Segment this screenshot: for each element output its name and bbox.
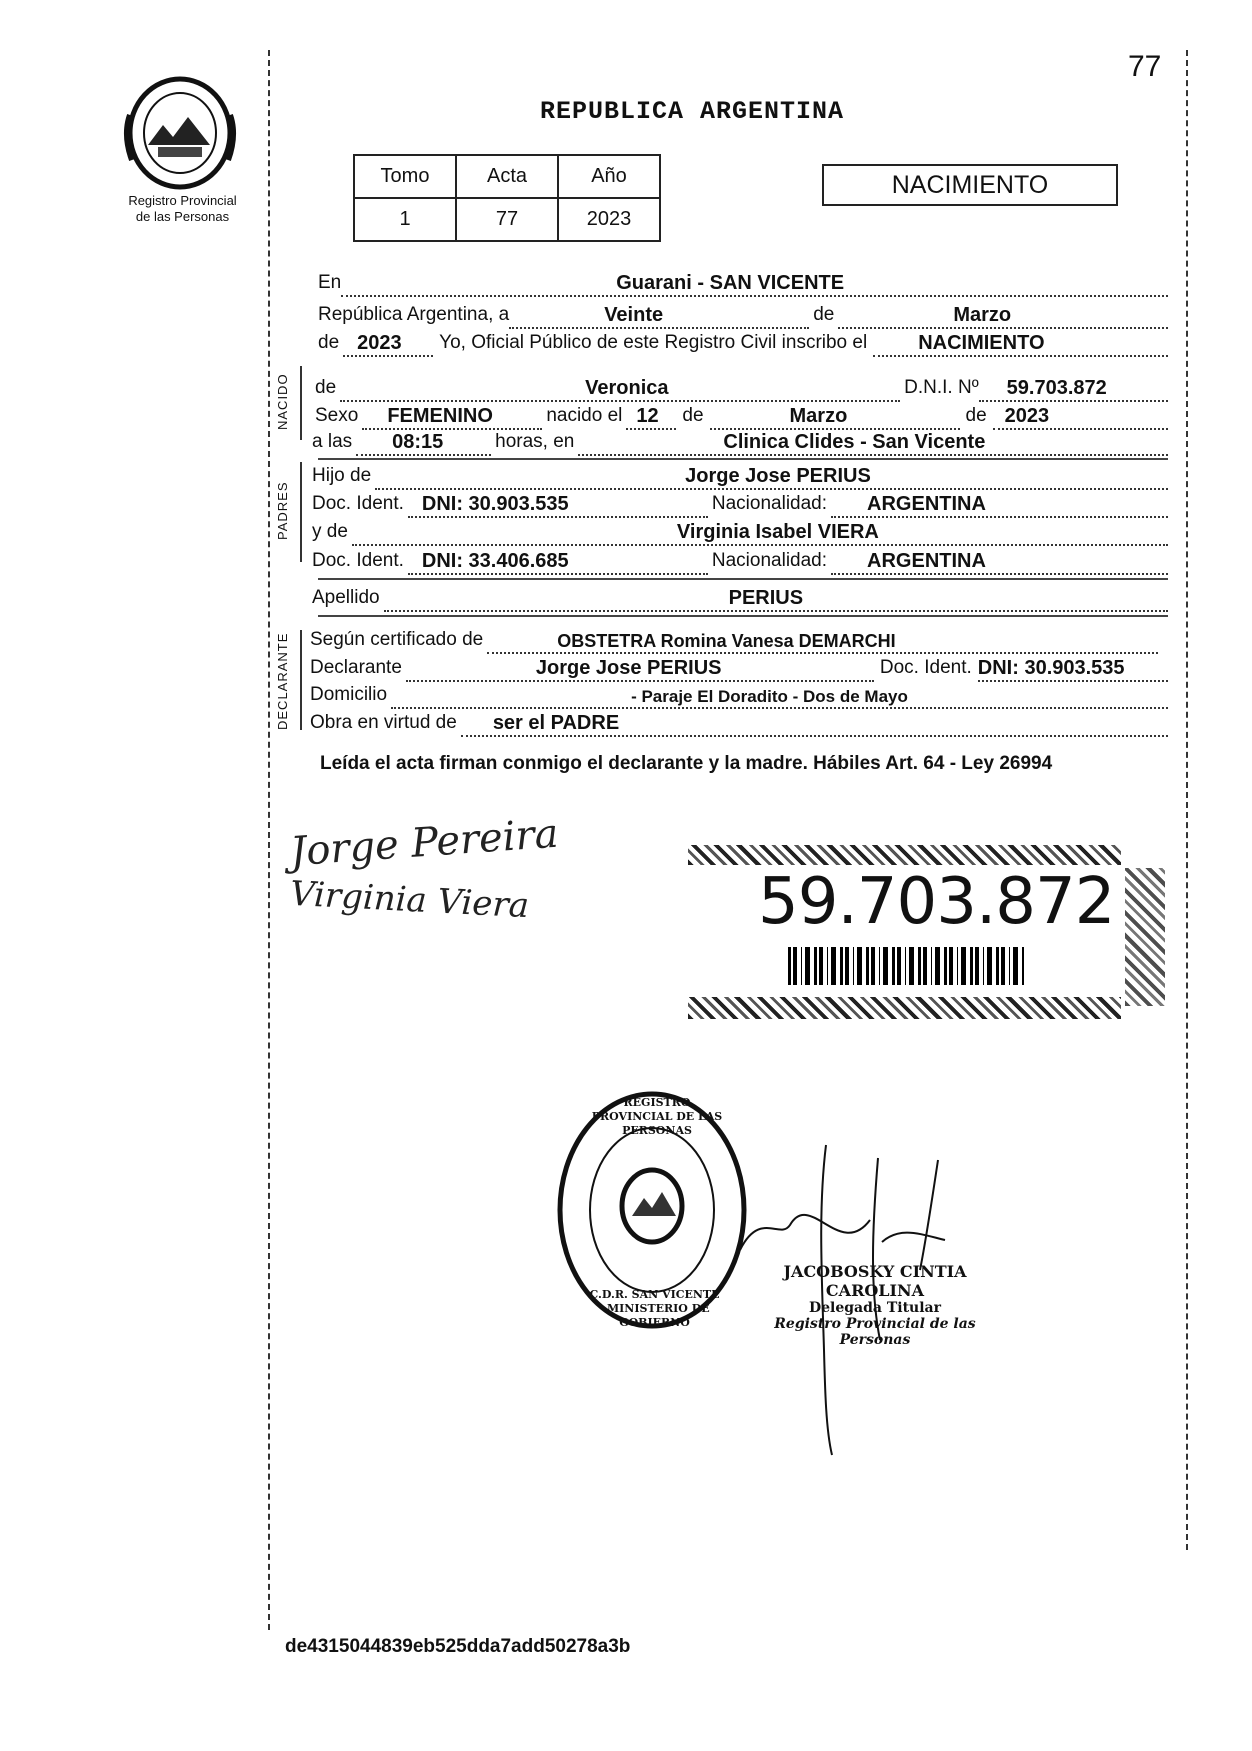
document-title: REPUBLICA ARGENTINA (540, 97, 845, 126)
misiones-seal-icon (118, 75, 243, 190)
label-padre-doc: Doc. Ident. (312, 493, 404, 514)
value-apellido: PERIUS (728, 587, 804, 609)
registry-table (353, 154, 661, 242)
dni-sticker (688, 845, 1121, 1025)
field-hora (312, 424, 1168, 456)
field-madre-doc (312, 543, 1168, 575)
label-horas-en: horas, en (495, 431, 575, 452)
fill-hora (356, 426, 491, 456)
logo-caption-line1: Registro Provincial (128, 193, 237, 208)
fill-en (341, 267, 1168, 297)
document-hash: de4315044839eb525dda7add50278a3b (285, 1636, 631, 1657)
official-block (755, 1262, 995, 1348)
value-dni: 59.703.872 (1006, 377, 1107, 399)
field-inscripcion (318, 325, 1168, 357)
label-padre-nac: Nacionalidad: (711, 493, 828, 514)
official-stamp (552, 1088, 752, 1333)
registry-header-anio: Año (558, 155, 660, 198)
value-padre: Jorge Jose PERIUS (685, 465, 871, 487)
label-apellido: Apellido (312, 587, 380, 608)
nacido-bracket (300, 366, 302, 440)
official-office: Registro Provincial de las Personas (774, 1316, 976, 1348)
value-madre-nac: ARGENTINA (867, 550, 986, 572)
value-declarante: Jorge Jose PERIUS (535, 657, 722, 679)
label-republica: República Argentina, a (318, 304, 510, 325)
label-declarante-doc: Doc. Ident. (879, 657, 972, 678)
dni-sticker-top-strip (688, 845, 1121, 865)
value-nombre: Veronica (585, 377, 669, 399)
label-madre-doc: Doc. Ident. (312, 550, 404, 571)
official-role: Delegada Titular (808, 1300, 941, 1316)
declarante-bracket (300, 630, 302, 730)
fill-lugar (578, 426, 1168, 456)
value-declarante-doc: DNI: 30.903.535 (977, 657, 1125, 679)
side-label-padres: PADRES (275, 481, 290, 540)
side-label-nacido: NACIDO (275, 373, 290, 430)
label-oficial: Yo, Oficial Público de este Registro Civil inscribo el (439, 332, 868, 353)
official-name: JACOBOSKY CINTIA CAROLINA (783, 1262, 967, 1300)
field-madre (312, 514, 1168, 546)
value-hora: 08:15 (392, 431, 444, 453)
label-de-anio: de (318, 332, 340, 353)
label-sexo: Sexo (315, 405, 359, 426)
label-a-las: a las (312, 431, 353, 452)
act-type-box: NACIMIENTO (822, 164, 1118, 206)
field-en (318, 265, 1168, 297)
divider-3 (318, 615, 1168, 617)
value-madre-doc: DNI: 33.406.685 (421, 550, 569, 572)
registry-value-tomo: 1 (354, 198, 456, 241)
dni-sticker-bottom-strip (688, 997, 1121, 1019)
stamp-ring-top: REGISTRO PROVINCIAL DE LAS PERSONAS (591, 1096, 723, 1137)
fill-madre-doc (408, 545, 708, 575)
value-padre-nac: ARGENTINA (867, 493, 986, 515)
page-number: 77 (1128, 50, 1162, 83)
field-apellido (312, 580, 1168, 612)
value-en: Guarani - SAN VICENTE (616, 272, 845, 294)
fill-madre (352, 516, 1168, 546)
left-margin-line (268, 50, 270, 1630)
value-mes-nac: Marzo (789, 405, 848, 427)
registry-value-acta: 77 (456, 198, 558, 241)
label-obra: Obra en virtud de (310, 712, 457, 733)
fill-apellido (384, 582, 1168, 612)
label-declarante: Declarante (310, 657, 402, 678)
value-madre: Virginia Isabel VIERA (676, 521, 879, 543)
fill-anio (343, 327, 433, 357)
dni-barcode (788, 947, 1024, 985)
registry-header-tomo: Tomo (354, 155, 456, 198)
value-sexo: FEMENINO (387, 405, 493, 427)
label-de-mes-nac: de (682, 405, 704, 426)
registry-header-acta: Acta (456, 155, 558, 198)
provincial-logo (118, 75, 243, 190)
dni-big-number: 59.703.872 (758, 865, 1115, 939)
value-mes: Marzo (953, 304, 1012, 326)
label-de-nombre: de (315, 377, 337, 398)
right-margin-line (1186, 50, 1188, 1550)
value-domicilio: - Paraje El Doradito - Dos de Mayo (631, 687, 908, 706)
closing-note: Leída el acta firman conmigo el declarante y la madre. Hábiles Art. 64 - Ley 26994 (320, 753, 1053, 774)
value-padre-doc: DNI: 30.903.535 (421, 493, 569, 515)
signature-madre: Virginia Viera (289, 873, 530, 927)
label-nacido-el: nacido el (546, 405, 623, 426)
fill-obra (461, 707, 1168, 737)
label-y-de: y de (312, 521, 348, 542)
field-obra (310, 705, 1168, 737)
signature-declarante: Jorge Pereira (288, 810, 560, 876)
label-de-anio-nac: de (965, 405, 987, 426)
value-tipo: NACIMIENTO (918, 332, 1045, 354)
value-certificado: OBSTETRA Romina Vanesa DEMARCHI (557, 631, 896, 651)
value-lugar: Clinica Clides - San Vicente (723, 431, 986, 453)
value-dia: Veinte (604, 304, 664, 326)
label-hijo-de: Hijo de (312, 465, 372, 486)
fill-tipo (873, 327, 1168, 357)
label-dni: D.N.I. Nº (904, 377, 979, 398)
label-madre-nac: Nacionalidad: (711, 550, 828, 571)
dni-sticker-side-tab (1125, 868, 1165, 1006)
label-certificado: Según certificado de (310, 629, 484, 650)
value-anio-nac: 2023 (1004, 405, 1050, 427)
stamp-ring-bottom: C.D.R. SAN VICENTE · MINISTERIO DE GOBIERNO (589, 1288, 720, 1329)
label-de-mes: de (813, 304, 835, 325)
padres-bracket (300, 462, 302, 562)
label-en: En (318, 272, 342, 293)
side-label-declarante: DECLARANTE (275, 632, 290, 730)
logo-caption-line2: de las Personas (135, 209, 230, 224)
value-obra: ser el PADRE (492, 712, 620, 734)
fill-madre-nac (831, 545, 1168, 575)
label-domicilio: Domicilio (310, 684, 388, 705)
registry-value-anio: 2023 (558, 198, 660, 241)
value-anio: 2023 (357, 332, 402, 354)
value-dia-nac: 12 (636, 405, 659, 427)
logo-caption (95, 193, 270, 225)
